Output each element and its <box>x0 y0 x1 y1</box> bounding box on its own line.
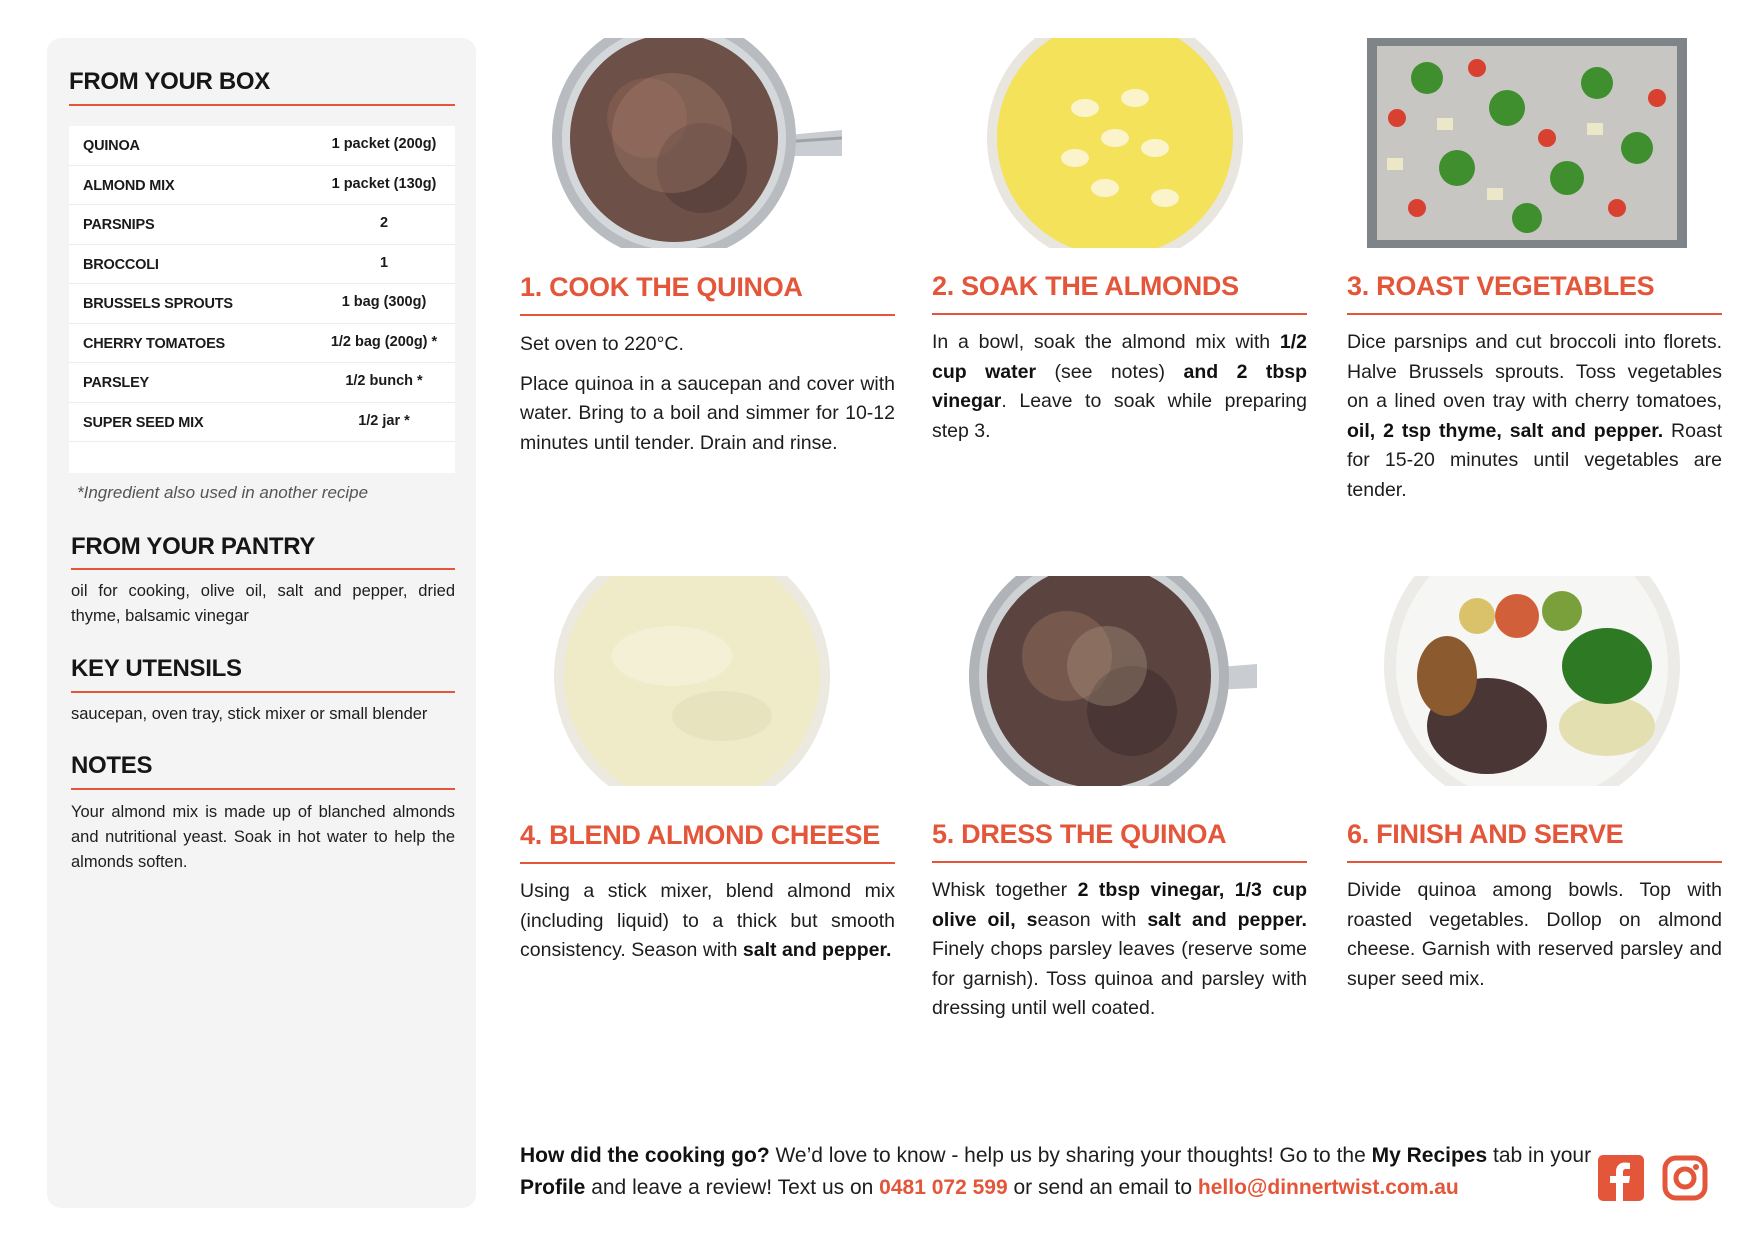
step-1-body <box>520 330 895 468</box>
utensils-text: saucepan, oven tray, stick mixer or small blender <box>71 705 428 723</box>
ingredient-name: ALMOND MIX <box>83 177 175 194</box>
ingredient-name: SUPER SEED MIX <box>83 414 204 431</box>
ingredients-sidebar <box>47 38 476 1208</box>
notes-text: Your almond mix is made up of blanched almonds and nutritional yeast. Soak in hot water to help the almonds soften. <box>71 803 455 871</box>
ingredient-qty: 1 packet (130g) <box>331 175 437 192</box>
ingredient-qty: 2 <box>379 215 389 231</box>
ingredient-row <box>69 205 455 245</box>
divider <box>1347 313 1722 315</box>
divider <box>520 862 895 864</box>
ingredients-table <box>69 126 455 473</box>
ingredient-qty: 1 packet (200g) <box>331 136 437 152</box>
ingredient-row <box>69 245 455 285</box>
step-6-para: Divide quinoa among bowls. Top with roasted vegetables. Dollop on almond cheese. Garnish with reserved parsley and super seed mix. <box>1347 879 1722 990</box>
step-4-body <box>520 877 895 976</box>
from-your-pantry-title: FROM YOUR PANTRY <box>71 533 316 560</box>
ingredient-row <box>69 284 455 324</box>
divider <box>71 788 455 790</box>
ingredient-name: QUINOA <box>83 138 140 154</box>
step-4-photo <box>552 576 842 786</box>
divider <box>71 691 455 693</box>
step-1-para: Place quinoa in a saucepan and cover with water. Bring to a boil and simmer for 10-12 minutes until tender. Drain and rinse. <box>520 372 895 454</box>
step-5-title: 5. DRESS THE QUINOA <box>932 819 1227 849</box>
step-6-title: 6. FINISH AND SERVE <box>1347 819 1624 849</box>
ingredient-qty: 1/2 bag (200g) * <box>330 333 438 350</box>
ingredient-row <box>69 363 455 403</box>
step-2-photo <box>975 38 1265 248</box>
step-4-para: Using a stick mixer, blend almond mix (including liquid) to a thick but smooth consistency. Season with salt and pepper. <box>520 880 895 961</box>
ingredient-name: CHERRY TOMATOES <box>83 335 226 352</box>
divider <box>69 104 455 106</box>
divider <box>932 861 1307 863</box>
pantry-text: oil for cooking, olive oil, salt and pepper, dried thyme, balsamic vinegar <box>71 582 455 625</box>
step-1-para: Set oven to 220°C. <box>520 333 684 355</box>
divider <box>71 568 455 570</box>
step-5-para: Whisk together 2 tbsp vinegar, 1/3 cup olive oil, season with salt and pepper. Finely chops parsley leaves (reserve some for garnish). Toss quinoa and parsley with dressing until well coated. <box>932 879 1307 1019</box>
phone-link[interactable]: 0481 072 599 <box>879 1176 1008 1199</box>
step-4-title: 4. BLEND ALMOND CHEESE <box>520 820 880 850</box>
ingredient-name: BROCCOLI <box>83 256 159 273</box>
instagram-icon[interactable] <box>1662 1155 1708 1201</box>
step-1-photo <box>552 38 842 248</box>
notes-title: NOTES <box>71 752 153 779</box>
step-2-body <box>932 328 1307 456</box>
ingredient-row <box>69 166 455 206</box>
step-6-body <box>1347 876 1722 1004</box>
ingredient-qty: 1/2 bunch * <box>345 373 423 389</box>
ingredient-name: BRUSSELS SPROUTS <box>83 296 233 312</box>
step-2-para: In a bowl, soak the almond mix with 1/2 cup water (see notes) and 2 tbsp vinegar. Leave to soak while preparing step 3. <box>932 331 1307 442</box>
email-link[interactable]: hello@dinnertwist.com.au <box>1197 1176 1459 1199</box>
divider <box>932 313 1307 315</box>
step-5-photo <box>967 576 1257 786</box>
step-3-title: 3. ROAST VEGETABLES <box>1347 271 1655 301</box>
ingredient-row <box>69 324 455 364</box>
step-3-body <box>1347 328 1722 515</box>
ingredient-qty: 1/2 jar * <box>358 412 410 429</box>
facebook-icon[interactable] <box>1598 1155 1644 1201</box>
step-6-photo <box>1367 576 1687 786</box>
step-5-body <box>932 876 1307 1034</box>
ingredient-name: PARSNIPS <box>83 217 155 233</box>
step-2-title: 2. SOAK THE ALMONDS <box>932 271 1239 301</box>
divider <box>1347 861 1722 863</box>
from-your-box-title: FROM YOUR BOX <box>69 68 271 95</box>
ingredient-qty: 1 bag (300g) <box>341 294 427 310</box>
step-3-photo <box>1367 38 1687 248</box>
ingredient-row <box>69 403 455 443</box>
feedback-footer: How did the cooking go? We’d love to know - help us by sharing your thoughts! Go to the My Recipes tab in your Profile and leave a review! Text us on 0481 072 599 or send an email to hello@dinnertwist.com.au <box>520 1144 1592 1199</box>
ingredient-row <box>69 126 455 166</box>
divider <box>520 314 895 316</box>
step-3-para: Dice parsnips and cut broccoli into florets. Halve Brussels sprouts. Toss vegetables on a lined oven tray with cherry tomatoes, oil, 2 tsp thyme, salt and pepper. Roast for 15-20 minutes until vegetables are tender. <box>1347 331 1722 501</box>
step-1-title: 1. COOK THE QUINOA <box>520 272 803 302</box>
key-utensils-title: KEY UTENSILS <box>71 655 242 682</box>
ingredient-name: PARSLEY <box>83 375 150 391</box>
ingredient-footnote: *Ingredient also used in another recipe <box>77 483 369 502</box>
ingredient-qty: 1 <box>379 254 389 271</box>
